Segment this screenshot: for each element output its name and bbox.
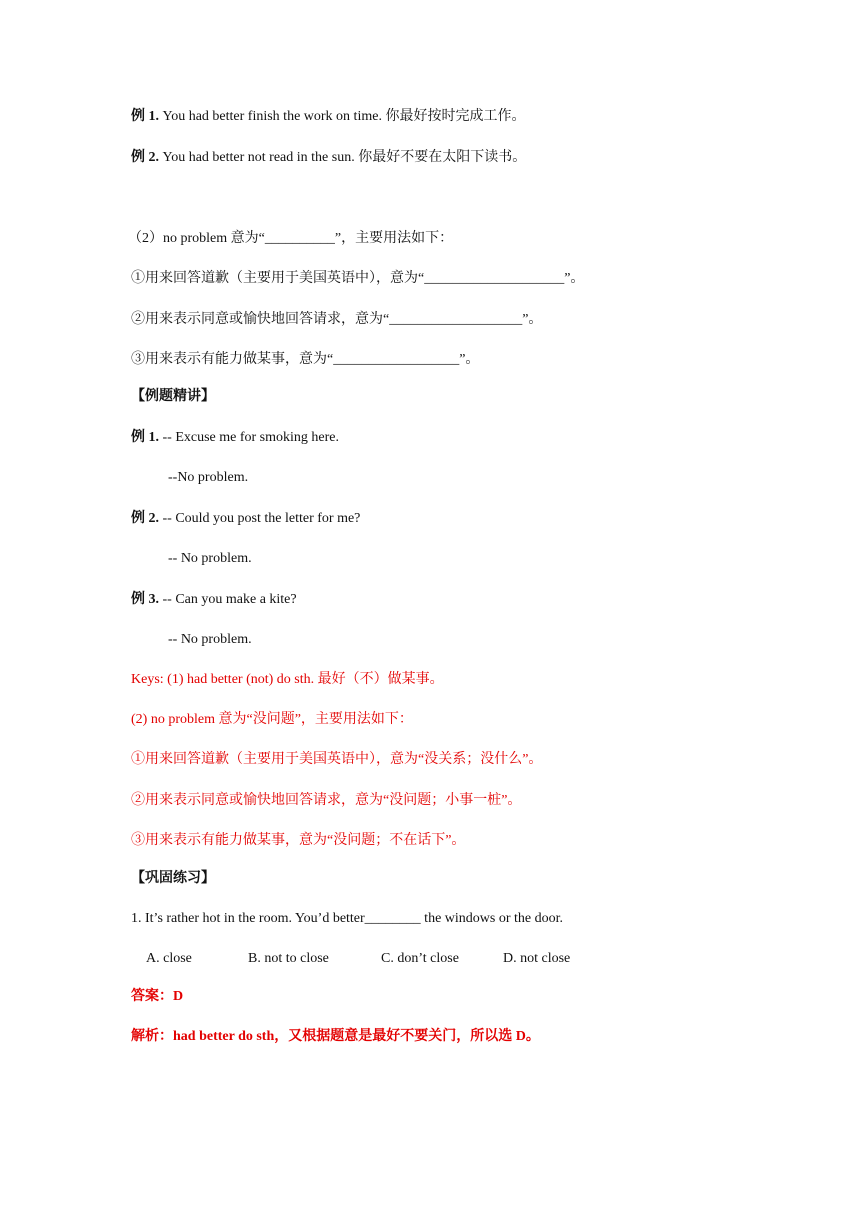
example-text: You had better not read in the sun. 你最好不要在太阳下读书。 — [159, 150, 527, 165]
answer-line: 答案：D — [131, 989, 184, 1004]
practice-question-1: 1. It’s rather hot in the room. You’d better________ the windows or the door. — [131, 911, 564, 926]
example-2-answer: -- No problem. — [168, 551, 252, 566]
explanation-line: 解析：had better do sth，又根据题意是最好不要关门，所以选 D。 — [131, 1029, 540, 1044]
keys-line-3: ①用来回答道歉（主要用于美国英语中），意为“没关系；没什么”。 — [131, 752, 543, 767]
example-label: 例 1. — [131, 430, 159, 445]
practice-heading: 【巩固练习】 — [131, 871, 215, 886]
intro-example-2 — [131, 148, 526, 168]
example-text: You had better finish the work on time. 你最好按时完成工作。 — [159, 109, 526, 124]
option-a: A. close — [146, 951, 192, 966]
example-label: 例 3. — [131, 592, 159, 607]
question-text: -- Can you make a kite? — [159, 592, 297, 607]
example-label: 例 2. — [131, 150, 159, 165]
option-d: D. not close — [503, 951, 571, 966]
answer-options — [146, 949, 570, 969]
example-3-answer: -- No problem. — [168, 632, 252, 647]
intro-example-1 — [131, 107, 525, 127]
option-b: B. not to close — [248, 951, 329, 966]
question-text: -- Could you post the letter for me? — [159, 511, 361, 526]
keys-line-1: Keys: (1) had better (not) do sth. 最好（不）做某事。 — [131, 672, 444, 687]
example-label: 例 2. — [131, 511, 159, 526]
no-problem-heading: （2）no problem 意为“__________”，主要用法如下： — [128, 231, 454, 246]
keys-line-5: ③用来表示有能力做某事，意为“没问题；不在话下”。 — [131, 833, 466, 848]
option-c: C. don’t close — [381, 951, 459, 966]
example-1-answer: --No problem. — [168, 470, 249, 485]
keys-line-4: ②用来表示同意或愉快地回答请求，意为“没问题；小事一桩”。 — [131, 793, 522, 808]
keys-line-2: (2) no problem 意为“没问题”，主要用法如下： — [131, 712, 413, 727]
usage-line-3: ③用来表示有能力做某事，意为“__________________”。 — [131, 352, 480, 367]
example-3-question — [131, 590, 297, 610]
example-1-question — [131, 428, 339, 448]
examples-heading: 【例题精讲】 — [131, 389, 215, 404]
example-label: 例 1. — [131, 109, 159, 124]
usage-line-1: ①用来回答道歉（主要用于美国英语中），意为“____________________”。 — [131, 271, 585, 286]
example-2-question — [131, 509, 360, 529]
question-text: -- Excuse me for smoking here. — [159, 430, 339, 445]
usage-line-2: ②用来表示同意或愉快地回答请求，意为“___________________”。 — [131, 312, 543, 327]
